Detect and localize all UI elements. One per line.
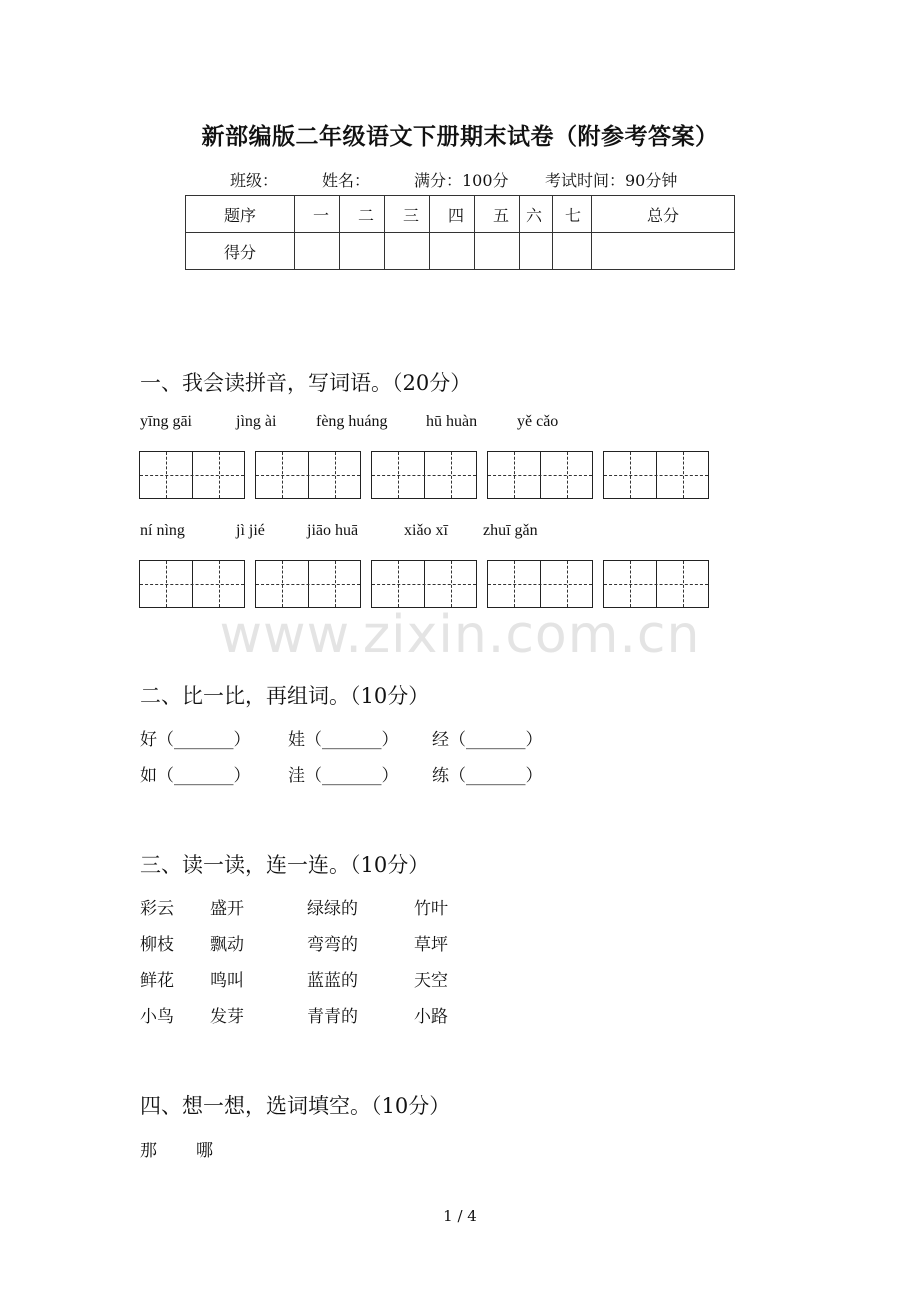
full-score: 满分：100分	[414, 171, 509, 190]
choice-word: 哪	[196, 1141, 213, 1161]
pinyin-label: yīng gāi	[140, 413, 192, 430]
table-cell-total: 总分	[592, 196, 735, 233]
match-word: 盛开	[210, 899, 244, 919]
watermark: www.zixin.com.cn	[219, 605, 701, 665]
match-word: 发芽	[210, 1007, 244, 1027]
score-cell[interactable]	[295, 233, 340, 270]
score-cell[interactable]	[475, 233, 520, 270]
pinyin-label: jìng ài	[236, 413, 277, 430]
table-cell-col-6: 六	[520, 196, 553, 233]
section-3-heading: 三、读一读，连一连。（10分）	[140, 853, 430, 877]
writing-grid[interactable]	[255, 451, 361, 499]
table-cell-col-7: 七	[553, 196, 592, 233]
page-number: 1 / 4	[443, 1207, 477, 1225]
writing-grid[interactable]	[255, 560, 361, 608]
section-4-heading: 四、想一想，选词填空。（10分）	[140, 1094, 451, 1118]
pinyin-label: yě cǎo	[517, 413, 559, 430]
choice-word: 那	[140, 1141, 157, 1161]
table-cell-col-5: 五	[475, 196, 520, 233]
pinyin-label: zhuī gǎn	[483, 522, 538, 539]
writing-grid[interactable]	[371, 451, 477, 499]
match-word: 鸣叫	[210, 971, 244, 991]
score-cell[interactable]	[385, 233, 430, 270]
match-word: 弯弯的	[307, 935, 358, 955]
score-cell[interactable]	[340, 233, 385, 270]
match-word: 蓝蓝的	[307, 971, 358, 991]
pinyin-label: ní nìng	[140, 522, 185, 539]
word-blank[interactable]: 娃（_______）	[288, 730, 399, 750]
table-cell-col-1: 一	[295, 196, 340, 233]
writing-grid[interactable]	[139, 560, 245, 608]
match-word: 天空	[414, 971, 448, 991]
score-cell[interactable]	[592, 233, 735, 270]
match-word: 青青的	[307, 1007, 358, 1027]
match-word: 彩云	[140, 899, 174, 919]
pinyin-label: fèng huáng	[316, 413, 388, 430]
writing-grid[interactable]	[371, 560, 477, 608]
writing-grid[interactable]	[139, 451, 245, 499]
pinyin-label: jiāo huā	[307, 522, 359, 539]
table-cell-col-4: 四	[430, 196, 475, 233]
score-table	[185, 195, 735, 270]
match-word: 草坪	[414, 935, 448, 955]
pinyin-label: hū huàn	[426, 413, 478, 430]
section-2-heading: 二、比一比，再组词。（10分）	[140, 684, 430, 708]
match-word: 小鸟	[140, 1007, 174, 1027]
score-cell[interactable]	[520, 233, 553, 270]
word-blank[interactable]: 洼（_______）	[288, 766, 399, 786]
writing-grid[interactable]	[603, 560, 709, 608]
match-word: 飘动	[210, 935, 244, 955]
score-cell[interactable]	[553, 233, 592, 270]
match-word: 竹叶	[414, 899, 448, 919]
word-blank[interactable]: 练（_______）	[432, 766, 543, 786]
pinyin-label: jì jié	[236, 522, 265, 539]
word-blank[interactable]: 经（_______）	[432, 730, 543, 750]
section-1-heading: 一、我会读拼音，写词语。（20分）	[140, 371, 472, 395]
table-cell-col-3: 三	[385, 196, 430, 233]
writing-grid[interactable]	[603, 451, 709, 499]
name-label: 姓名：	[322, 171, 371, 190]
class-label: 班级：	[230, 171, 279, 190]
word-blank[interactable]: 如（_______）	[140, 766, 251, 786]
match-word: 鲜花	[140, 971, 174, 991]
match-word: 绿绿的	[307, 899, 358, 919]
pinyin-label: xiǎo xī	[404, 522, 448, 539]
score-cell[interactable]	[430, 233, 475, 270]
exam-time: 考试时间：90分钟	[545, 171, 678, 190]
word-blank[interactable]: 好（_______）	[140, 730, 251, 750]
table-cell-order-label: 题序	[186, 196, 295, 233]
writing-grid[interactable]	[487, 451, 593, 499]
score-table-score-row	[186, 233, 735, 270]
score-table-header-row	[186, 196, 735, 233]
table-cell-col-2: 二	[340, 196, 385, 233]
page-title: 新部编版二年级语文下册期末试卷（附参考答案）	[201, 123, 719, 150]
match-word: 柳枝	[140, 935, 174, 955]
match-word: 小路	[414, 1007, 448, 1027]
table-cell-score-label: 得分	[186, 233, 295, 270]
writing-grid[interactable]	[487, 560, 593, 608]
